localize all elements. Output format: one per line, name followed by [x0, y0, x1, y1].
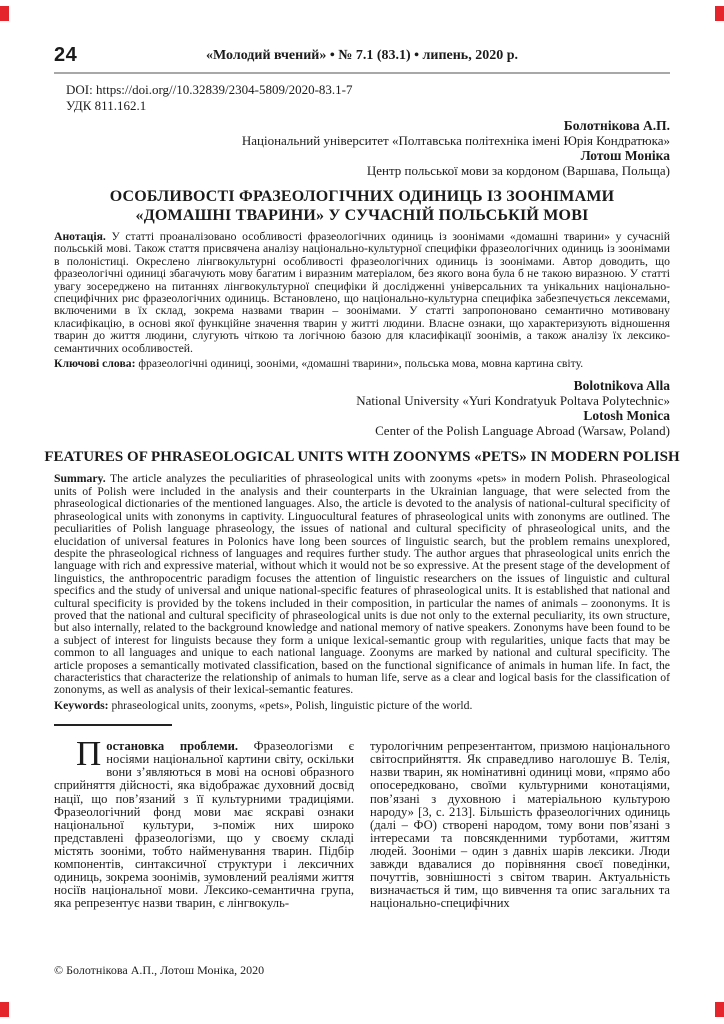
running-head: [54, 44, 670, 74]
abstract-uk: [54, 231, 670, 355]
authors-uk-block: [54, 118, 670, 178]
udk-line: УДК 811.162.1: [66, 98, 147, 113]
copyright-line: © Болотнікова А.П., Лотош Моніка, 2020: [54, 963, 265, 977]
body-two-columns: [54, 734, 670, 911]
summary-en-label: Summary.: [54, 472, 110, 486]
corner-registration-mark-top-right: [715, 6, 724, 21]
keywords-uk-text: фразеологічні одиниці, зооніми, «домашні тварини», польська мова, мовна картина світу.: [138, 357, 584, 371]
problem-statement-heading: остановка проблеми.: [106, 739, 254, 754]
corner-registration-mark-bottom-right: [715, 1002, 724, 1017]
doi-line: DOI: https://doi.org//10.32839/2304-5809/2020-83.1-7: [66, 82, 353, 97]
article-title-uk-line2: «ДОМАШНІ ТВАРИНИ» У СУЧАСНІЙ ПОЛЬСЬКІЙ МОВІ: [135, 207, 589, 224]
section-divider-rule: [54, 724, 172, 726]
corner-registration-mark-bottom-left: [0, 1002, 9, 1017]
keywords-en-text: phraseological units, zoonyms, «pets», Polish, linguistic picture of the world.: [111, 698, 473, 712]
keywords-uk-label: Ключові слова:: [54, 357, 139, 371]
summary-en-text: The article analyzes the peculiarities of phraseological units with zoonyms «pets» in modern Polish. Phraseological units of Polish were included in the analysis and their counterparts in the Ukrainian language, that were selected from the phraseological dictionaries of the mentioned languages. Also, the article is devoted to the analysis of national-cultural specificity of phraseological units with zononyms in captivity. Linguocultural features of phraseological units with zononyms are outlined. The peculiarities of Polish language phraseology, the issues of national and cultural specificity of phraseological units, and the elucidation of universal features in Polonics have long been sources of linguistic search, but the problem remains unexplored, despite the phraseological richness of languages and requires further study. The author argues that phraseological units enrich the language with rich and expressive material, without which it would not be so expressive. At the present stage of the development of linguistics, the anthropocentric paradigm focuses the attention of linguistic researchers on the issues of linguistic and cultural specifics and the study of universal and unique national-specific features of phraseological units. It is established that national and cultural specificity is provided by the tokens included in their composition, in particular the names of animals – zoononyms. It is proved that the national and cultural specificity of phraseological units is due not only to the external peculiarity, its own structure, but also internally, related to the background knowledge and national memory of native speakers. Zononyms have been found to be a subject of interest for linguists because they form a unique lexical-semantic group with regularities, unique facts that may be common to all languages and unique to each national language. Zoonyms are marked by national and cultural specificity. The article proposes a semantically motivated classification, based on the functional significance of animals in human life. In fact, the characteristics that characterize the relationship of animals to human life, serve as a clear and logical basis for the classification of zononyms, as well as analysis of their lexical-semantic features.: [54, 472, 671, 697]
journal-issue-line: «Молодий вчений» • № 7.1 (83.1) • липень, 2020 р.: [206, 48, 518, 63]
abstract-uk-text: У статті проаналізовано особливості фразеологічних одиниць із зоонімами «домашні тварини» у сучасній польській мові. Також стаття присвячена аналізу національно-культурної специфіки фразеологічних одиниць із зоонімами в полоністиці. Окреслено лінгвокультурні особливості фразеологічних одиниць із зоонімами. Автор доводить, що фразеологічні одиниці збагачують мову багатим і виразним матеріалом, без якого вона була б не такою виразною. У статті увагу зосереджено на питаннях лінгвокультурної специфіки й дослідженні універсальних та унікальних національно-специфічних рис фразеологічних одиниць. Встановлено, що національно-культурна специфіка забезпечується лексемами, включеними в їх склад, зокрема назвами тварин – зоонімами. У статті запропоновано семантично мотивовану класифікацію, в основі якої функційне значення тварин у житті людини. Власне ознаки, що характеризують відношення тварин до життя людини, слугують чіткою та логічною базою для класифікації зоонімів, а також аналізу їх лексико-семантичних особливостей.: [54, 230, 670, 355]
keywords-en: [54, 700, 670, 712]
abstract-uk-label: Анотація.: [54, 230, 112, 243]
article-title-uk: [54, 187, 670, 225]
article-title-en: FEATURES OF PHRASEOLOGICAL UNITS WITH ZOONYMS «PETS» IN MODERN POLISH: [44, 449, 680, 466]
keywords-en-label: Keywords:: [54, 698, 112, 712]
author-affiliation-en-1: National University «Yuri Kondratyuk Poltava Polytechnic»: [356, 393, 670, 409]
author-affiliation-uk-2: Центр польської мови за кордоном (Варшава, Польща): [366, 163, 670, 178]
author-name-uk-2: Лотош Моніка: [580, 148, 670, 163]
author-affiliation-uk-1: Національний університет «Полтавська політехніка імені Юрія Кондратюка»: [241, 133, 670, 148]
drop-cap: П: [76, 734, 102, 774]
author-affiliation-en-2: Center of the Polish Language Abroad (Warsaw, Poland): [375, 423, 670, 439]
body-column-left: [54, 734, 354, 911]
body-right-text: турологічним репрезентантом, призмою національного світосприйняття. Як справедливо наголошує В. Телія, назви тварин, як номінативні одиниці мови, «прямо або опосередковано, своїми культурними конотаціями, пов’язані з духовною і матеріальною культурою народу» [3, с. 213]. Більшість фразеологічних одиниць (далі – ФО) створені народом, тому вони пов’язані з інтересами та повсякденними турботами, життям людей. Зооніми – один з давніх шарів лексики. Люди завжди вдавалися до порівняння своєї поведінки, почуттів, зовнішності з світом тварин. Актуальність визначається й тим, що вивчення та опис загальних та національно-специфічних: [370, 739, 670, 911]
page-number: 24: [54, 44, 78, 66]
summary-en: [54, 473, 670, 696]
author-name-uk-1: Болотнікова А.П.: [563, 118, 670, 133]
body-left-text: Фразеологізми є носіями національної картини світу, оскільки вони з’являються в мові на основі образного сприйняття дійсності, яка відображає духовний досвід нації, що пов’язаний з її культурними традиціями. Фразеологічний фонд мови має яскраві ознаки національної культури, з-поміж них широко представлені фразеологізми, що у своєму складі містять зооніми, тобто найменування тварин. Підбір компонентів, синтаксичної структури і лексичних одиниць, зокрема зоонімів, зумовлений реаліями життя носіїв національної мови. Лексико-семантична група, яка репрезентує назви тварин, є лінгвокуль-: [54, 739, 354, 911]
corner-registration-mark-top-left: [0, 6, 9, 21]
author-name-en-2: Lotosh Monica: [583, 408, 670, 424]
body-column-right: [370, 740, 670, 910]
article-title-uk-line1: ОСОБЛИВОСТІ ФРАЗЕОЛОГІЧНИХ ОДИНИЦЬ ІЗ ЗООНІМАМИ: [109, 188, 615, 205]
author-name-en-1: Bolotnikova Alla: [573, 378, 670, 394]
article-identifiers: [66, 82, 670, 114]
authors-en-block: [54, 378, 670, 438]
keywords-uk: [54, 358, 670, 370]
